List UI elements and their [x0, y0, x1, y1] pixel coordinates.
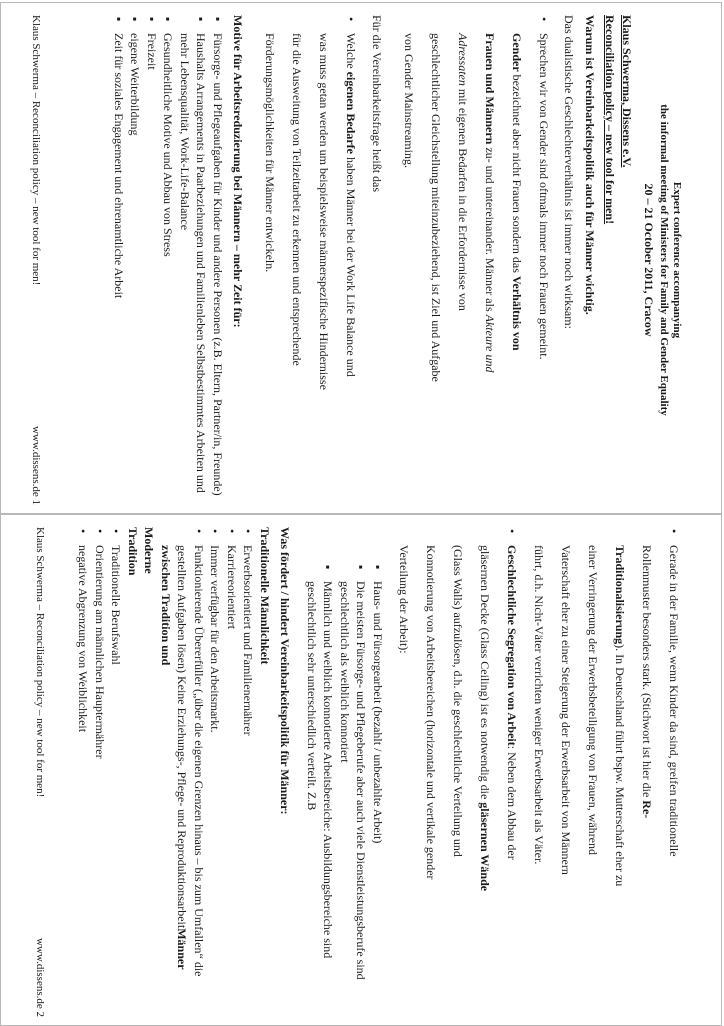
bullet-text: eigenen Bedarfe	[344, 71, 359, 154]
bullet-text: Vaterschaft eher zu einer Steigerung der Erwerbsarbeit von Männern	[559, 545, 573, 875]
bullet-text: Re-	[640, 800, 654, 819]
bullet-text: Verteilung der Arbeit):	[397, 545, 411, 654]
footer-title: Klaus Schwerma – Reconciliation policy – new tool for men!	[30, 15, 42, 286]
gender-bullet-list	[395, 15, 557, 505]
bullet-text: einer Verringerung der Erwerbsbeteiligung von Frauen, während	[586, 545, 600, 856]
conference-date: 20 – 21 October 2011, Cracow	[642, 183, 656, 337]
author-line: Klaus Schwerma, Dissens e.V.	[620, 15, 634, 168]
segregation-list	[304, 563, 387, 1017]
page-2-content	[0, 527, 687, 1017]
bullet-text: Geschlechtliche Segregation von Arbeit	[505, 545, 519, 746]
bullet-text: zu- und untereinander. Männer als	[483, 144, 497, 315]
tradition-heading: Tradition	[126, 527, 140, 576]
family-bullet	[525, 527, 687, 1017]
document-subtitle: Reconciliation policy – new tool for men!	[603, 15, 618, 225]
bullet-text: gläsernen Wände	[478, 802, 492, 892]
bullet-text: (Glass Walls) aufzulösen, d.h. die geschlechtliche Verteilung und	[451, 545, 465, 857]
conference-subtitle: the informal meeting of Ministers for Family and Gender Equality	[658, 104, 670, 416]
bullet-text: Gender	[510, 33, 524, 72]
conference-title: Expert conference accompanying	[671, 181, 683, 339]
bullet-text: Verhältnis von	[510, 275, 524, 351]
bullet-text: Konnotierung von Arbeitsbereichen (horizontale und vertikale gender	[424, 545, 438, 880]
list-item: ▪ Freizeit	[144, 15, 161, 505]
modern-heading: Moderne	[142, 527, 157, 574]
list-item: • Immer verfügbar für den Arbeitsmarkt.	[207, 527, 224, 1017]
list-item: • Karriereorientiert	[224, 527, 241, 1017]
bullet-text: bezeichnet aber nicht Frauen sondern das	[510, 71, 524, 276]
traditional-list	[158, 527, 257, 1017]
motives-heading: Motive für Arbeitsreduzierung bei Männern – mehr Zeit für:	[231, 15, 246, 328]
tradition-list	[75, 527, 125, 1017]
bullet-text: : Neben dem Abbau der	[505, 745, 519, 860]
list-item: ▪ Gesundheitliche Motive und Abbau von Stress	[160, 15, 177, 505]
bullet-text: Rollenmuster besonders stark. (Stichwort ist hier die	[640, 545, 654, 801]
gender-bullet	[395, 15, 557, 505]
bullet-text: Sprechen wir von Gender sind oftmals immer noch Frauen gemeint.	[537, 33, 551, 360]
list-item: ▪ Haushalts Arrangements in Paarbeziehungen und Familienleben Selbstbestimmtes Arbeiten und mehr Lebensqualität, Work-Life-Balance	[177, 15, 210, 505]
bullet-text: was muss getan werden um beispielsweise männerspezifische Hindernisse	[317, 33, 332, 390]
footer-title: Klaus Schwerma – Reconciliation policy – new tool for men!	[34, 527, 46, 798]
segregation-bullet	[390, 527, 525, 1017]
bullet-text: Funktionierende Übererfüller („über die eigenen Grenzen hinaus – bis zum Umfallen“ die gestellten Aufgaben lösen) Keine Erziehungs-, Pflege- und Reproduktionsarbeit	[175, 545, 206, 977]
list-item: ▪ Fürsorge- und Pflegeaufgaben für Kinder und andere Personen (z.B. Eltern, Partner/in, Freunde)	[210, 15, 227, 505]
list-item: ▪ Zeit für soziales Engagement und ehrenamtliche Arbeit	[111, 15, 128, 505]
list-item: • negative Abgrenzung von Weiblichkeit	[75, 527, 92, 1017]
list-item: ▪ Haus- und Fürsorgearbeit (bezahlt / unbezahlte Arbeit)	[370, 563, 387, 1017]
bullet-text: von Gender Mainstreaming.	[402, 33, 416, 168]
list-item: • Erwerbsorientiert und Familienernährer	[240, 527, 257, 1017]
bullet-text: Frauen und Männern	[483, 33, 497, 145]
page-1-content	[0, 15, 683, 505]
bullet-text: gläsernen Decke (Glass Ceiling) ist es notwendig die	[478, 545, 492, 803]
conclusion-line: Für die Vereinbarkeitsfrage heißt das	[370, 15, 384, 193]
between-heading: Männer zwischen Tradition und	[159, 545, 190, 970]
bullet-text: geschlechtlicher Gleichstellung miteinzubeziehend, ist Ziel und Aufgabe	[429, 33, 443, 382]
motives-list	[111, 15, 227, 505]
needs-bullet-list	[257, 15, 365, 505]
list-item: • Orientierung am männlichen Hauptermährer	[92, 527, 109, 1017]
question-heading: Was fördert / hindert Vereinbarkeitspolitik für Männer:	[278, 527, 293, 815]
bullet-text: Traditionalisierung	[613, 545, 627, 645]
needs-bullet	[257, 15, 365, 505]
page-2	[0, 514, 722, 1026]
bullet-text: führt, d.h. Nicht-Väter verrichten weniger Erwerbsarbeit als Väter.	[532, 545, 546, 865]
bullet-text: mit eigenen Bedarfen in die Erfordernisse von	[456, 85, 470, 311]
section-heading: Warum ist Vereinbarkeitspolitik auch für Männer wichtig.	[583, 15, 597, 315]
footer-page-number: www.dissens.de 1	[30, 425, 42, 505]
bullet-text: für die Ausweitung von Teilzeitarbeit zu erkennen und entsprechende	[290, 33, 305, 366]
footer-page-number: www.dissens.de 2	[34, 937, 46, 1017]
bullet-text: Gerade in der Familie, wenn Kinder da sind, greifen traditionelle	[667, 545, 681, 857]
bullet-text: Adressaten	[456, 33, 470, 86]
bullet-text: Akteure und	[483, 314, 497, 373]
bullet-text: Welche	[344, 33, 359, 72]
list-item: ▪ Männlich und weiblich konnotierte Arbeitsbereiche: Ausbildungsbereiche sind geschlechtlich sehr unterschiedlich verteilt. Z.B	[304, 563, 337, 1017]
traditional-heading: Traditionelle Männlichkeit	[258, 527, 272, 665]
page-1	[0, 2, 722, 514]
list-item	[158, 527, 208, 1017]
list-item: • Traditionelle Berufswahl	[108, 527, 125, 1017]
intro-paragraph: Das dualistische Geschlechterverhältnis ist immer noch wirksam:	[562, 15, 577, 329]
list-item: ▪ eigene Weiterbildung	[127, 15, 144, 505]
family-bullet-list	[390, 527, 687, 1017]
list-item: ▪ Die meisten Fürsorge- und Pflegeberufe aber auch viele Dienstleistungsberufe sind geschlechtlich als weiblich konnotiert	[337, 563, 370, 1017]
bullet-text: ). In Deutschland führt bspw. Mutterschaft eher zu	[613, 644, 627, 887]
bullet-text: Förderungsmöglichkeiten für Männer entwickeln.	[263, 33, 278, 273]
bullet-text: haben Männer bei der Work Life Balance und	[344, 154, 359, 377]
